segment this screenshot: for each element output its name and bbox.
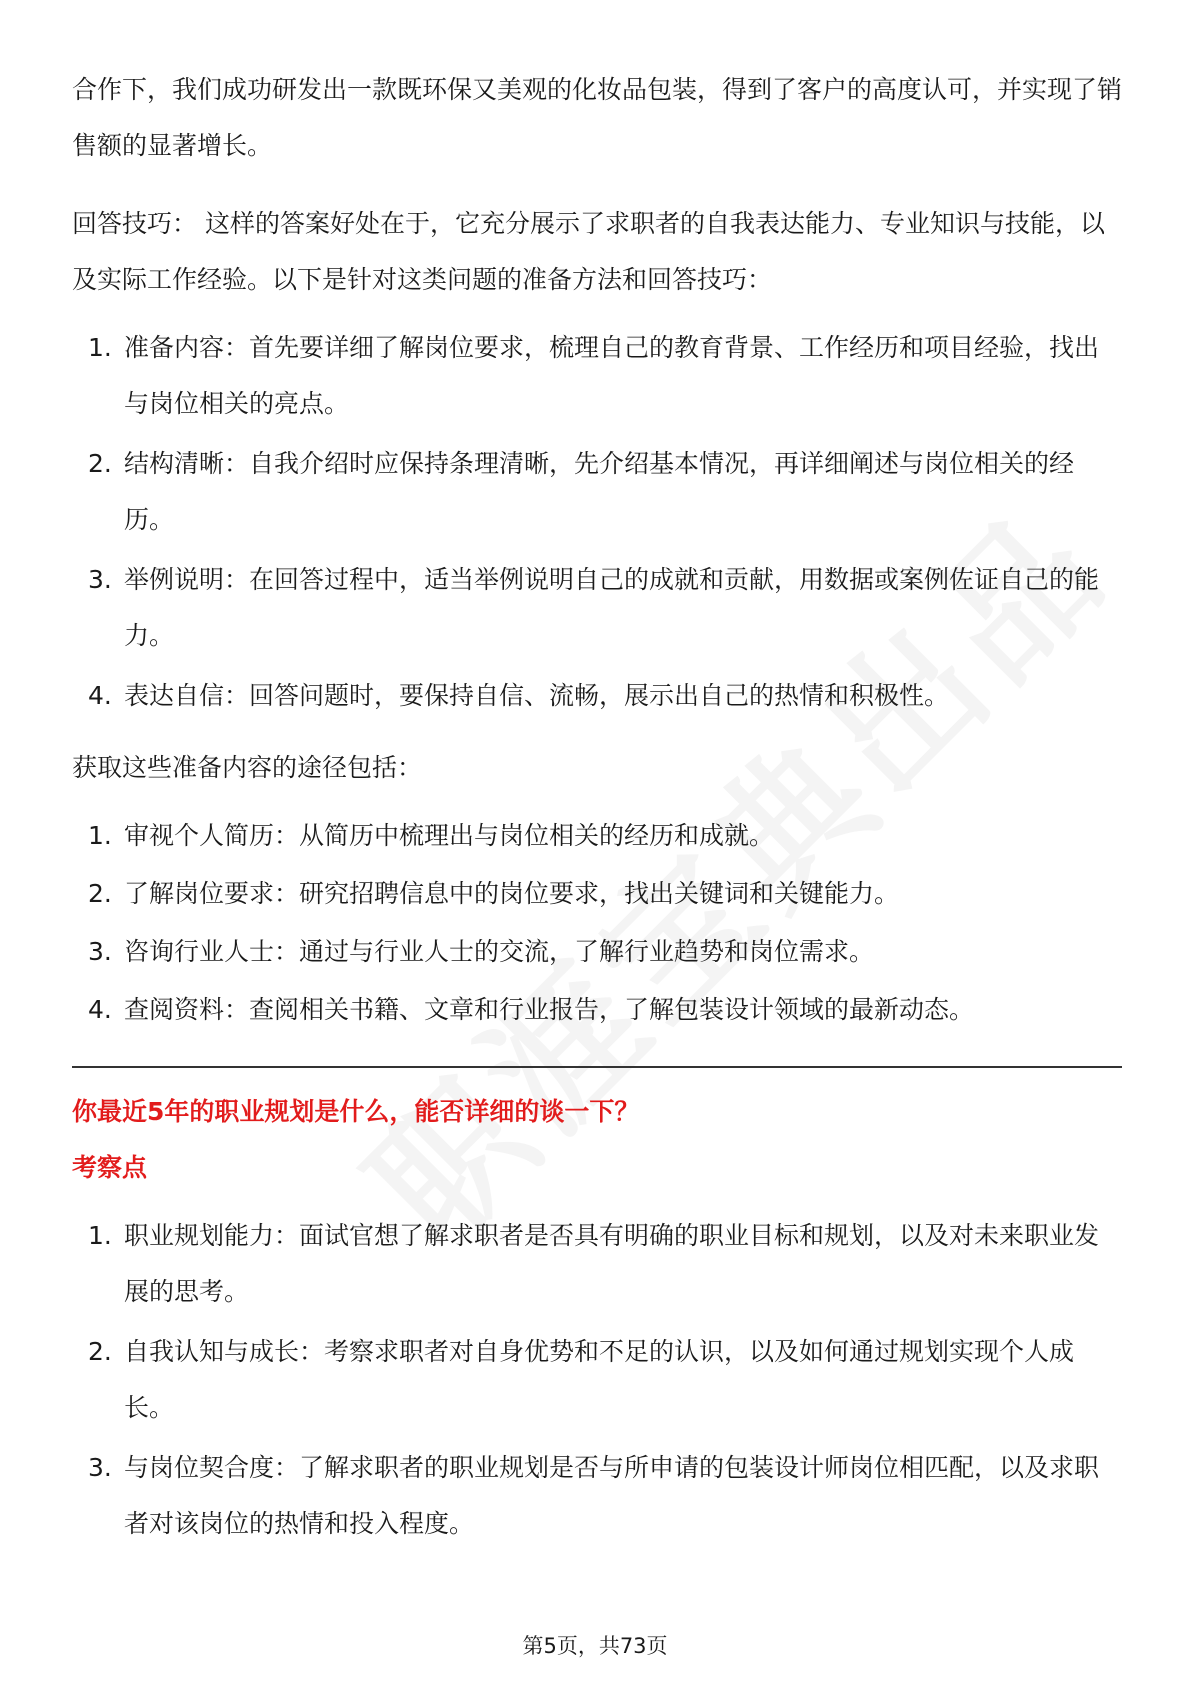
list-item-text: 准备内容：首先要详细了解岗位要求，梳理自己的教育背景、工作经历和项目经验，找出与岗位相关的亮点。 xyxy=(124,333,1100,418)
sources-list xyxy=(72,808,1122,1038)
list-number: 1. xyxy=(88,821,112,850)
list-item-text: 自我认知与成长：考察求职者对自身优势和不足的认识，以及如何通过规划实现个人成长。 xyxy=(124,1337,1075,1422)
list-number: 3. xyxy=(88,937,112,966)
list-number: 1. xyxy=(88,333,112,362)
list-item xyxy=(72,808,1122,864)
page-content xyxy=(72,62,1122,1556)
list-number: 2. xyxy=(88,879,112,908)
tips-paragraph: 回答技巧： 这样的答案好处在于，它充分展示了求职者的自我表达能力、专业知识与技能，以及实际工作经验。以下是针对这类问题的准备方法和回答技巧： xyxy=(72,209,1105,294)
list-item-text: 举例说明：在回答过程中，适当举例说明自己的成就和贡献，用数据或案例佐证自己的能力。 xyxy=(124,565,1100,650)
list-item xyxy=(72,1208,1122,1320)
list-item-text: 职业规划能力：面试官想了解求职者是否具有明确的职业目标和规划，以及对未来职业发展的思考。 xyxy=(124,1221,1100,1306)
list-item-text: 查阅资料：查阅相关书籍、文章和行业报告，了解包装设计领域的最新动态。 xyxy=(124,995,975,1024)
list-item xyxy=(72,552,1122,664)
list-item-text: 了解岗位要求：研究招聘信息中的岗位要求，找出关键词和关键能力。 xyxy=(124,879,900,908)
list-item xyxy=(72,1324,1122,1436)
list-item xyxy=(72,436,1122,548)
list-number: 2. xyxy=(88,449,112,478)
list-item xyxy=(72,924,1122,980)
intro-paragraph: 合作下，我们成功研发出一款既环保又美观的化妆品包装，得到了客户的高度认可，并实现了销售额的显著增长。 xyxy=(72,75,1123,160)
list-number: 1. xyxy=(88,1221,112,1250)
list-number: 3. xyxy=(88,1453,112,1482)
list-item-text: 审视个人简历：从简历中梳理出与岗位相关的经历和成就。 xyxy=(124,821,775,850)
list-item-text: 与岗位契合度：了解求职者的职业规划是否与所申请的包装设计师岗位相匹配，以及求职者对该岗位的热情和投入程度。 xyxy=(124,1453,1100,1538)
list-number: 4. xyxy=(88,995,112,1024)
list-item-text: 咨询行业人士：通过与行业人士的交流，了解行业趋势和岗位需求。 xyxy=(124,937,875,966)
question-title: 你最近5年的职业规划是什么，能否详细的谈一下？ xyxy=(72,1097,640,1126)
list-item-text: 结构清晰：自我介绍时应保持条理清晰，先介绍基本情况，再详细阐述与岗位相关的经历。 xyxy=(124,449,1075,534)
list-item xyxy=(72,668,1122,724)
page-number: 第5页，共73页 xyxy=(522,1634,668,1658)
list-number: 4. xyxy=(88,681,112,710)
tips-list xyxy=(72,320,1122,724)
points-list xyxy=(72,1208,1122,1552)
list-number: 2. xyxy=(88,1337,112,1366)
list-item xyxy=(72,320,1122,432)
list-item xyxy=(72,1440,1122,1552)
sources-paragraph: 获取这些准备内容的途径包括： xyxy=(72,753,423,782)
list-item xyxy=(72,866,1122,922)
list-number: 3. xyxy=(88,565,112,594)
section-divider xyxy=(72,1066,1122,1068)
list-item-text: 表达自信：回答问题时，要保持自信、流畅，展示出自己的热情和积极性。 xyxy=(124,681,950,710)
list-item xyxy=(72,982,1122,1038)
question-subheading: 考察点 xyxy=(72,1153,148,1182)
